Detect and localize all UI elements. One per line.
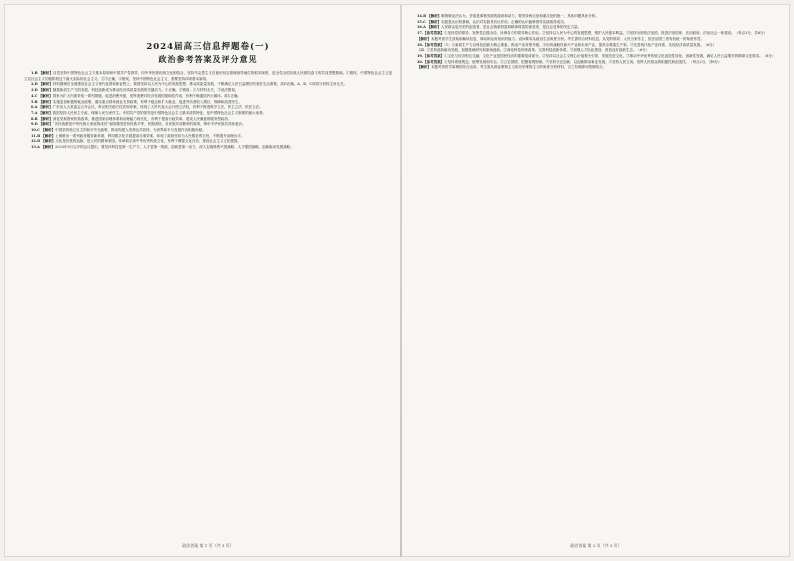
answer-number: 4.C 【解析】 (31, 93, 53, 98)
right-page-body (410, 14, 782, 71)
right-page-footer: 政治答案 第 2 页（共 3 页） (570, 543, 622, 548)
answer-number: 18.【参考答案】 (417, 42, 445, 47)
answer-text: 本题考查哲学原理的综合运用，考生需从辩证唯物主义和历史唯物主义的角度分析材料，言之有理即可酌情给分。 (431, 65, 606, 70)
answer-number: （2） (417, 48, 427, 53)
answer-number: 11.B 【解析】 (31, 133, 56, 138)
answer-text: ①文化与经济相互交融，文化产业是国民经济的重要组成部分。②坚持以社会主义核心价值观为引领，发展先进文化。③推动中华优秀传统文化创造性转化、创新性发展，满足人民日益增长的精神文化需求。（8分） (444, 53, 776, 58)
right-page (410, 14, 782, 549)
answer-number: 【解析】 (417, 36, 431, 41)
answer-paragraph (24, 71, 392, 82)
answer-text: ①坚持党的领导，发挥党总揽全局、协调各方的领导核心作用。②坚持以人民为中心的发展思想，维护人民根本利益。③坚持全面依法治国，推进法治国家、法治政府、法治社会一体建设。（每点2分，共6分） (444, 31, 768, 36)
answer-number: 14.B 【解析】 (417, 14, 442, 18)
answer-text: 人民群众是历史的创造者，是社会物质财富和精神财富的创造者，是社会变革的决定力量。 (441, 25, 582, 30)
answer-number: 2.D 【解析】 (31, 82, 53, 87)
answer-number: 15.C 【解析】 (417, 19, 442, 24)
answer-paragraph (410, 65, 782, 71)
document-subtitle: 政治参考答案及评分意见 (158, 54, 258, 64)
answer-number: 19.【参考答案】 (417, 53, 445, 58)
answer-paragraph (24, 145, 392, 151)
answer-number: 20.【参考答案】 (417, 59, 445, 64)
answer-text: 上海推出一系列政务服务新举措，利用数字化手段提高办事效率，体现了政府坚持为人民服务的宗旨，不断提升治理水平。 (55, 133, 245, 138)
answer-text: 我国坚持人民民主专政，保障人民当家作主。中国共产党的领导是中国特色社会主义最本质的特征，是中国特色社会主义制度的最大优势。 (52, 110, 267, 115)
answer-text: 文化是民族的血脉，是人民的精神家园。传承和弘扬中华优秀传统文化，有利于增强文化自信，建设社会主义文化强国。 (55, 139, 241, 144)
answer-number: 【解析】 (417, 65, 431, 70)
answer-number: 13.A 【解析】 (31, 145, 56, 150)
answer-text: 中国坚持独立自主的和平外交政策，推动构建人类命运共同体，为世界和平与发展作出积极贡献。 (55, 128, 206, 133)
answer-text: 国家为扩大内需采取一系列措施，促进消费升级，发挥消费对经济发展的基础性作用，有利于畅通国内大循环。故C正确。 (52, 93, 241, 98)
answer-number: 6.A 【解析】 (31, 105, 53, 110)
document-title: 2024届高三信息押题卷(一) (146, 42, 270, 52)
answer-number: 3.D 【解析】 (31, 88, 53, 93)
page-fold-divider (400, 4, 402, 557)
answer-text: 实践是认识的基础，认识对实践具有反作用。正确的认识能够指导实践取得成功。 (441, 19, 568, 24)
answer-text: 自觉坚持中国特色社会主义基本原则和中国共产党领导，同中华民族传统文化相结合，坚持马克思主义在意识形态领域指导地位的根本制度，是全党全国各族人民团结奋斗的共同思想基础。①错误，中国特色社会主义是立足社会主义初级阶段这个最大实际的社会主义。②③正确，④错误，坚持中国特色社会主义，需要坚持四项基本原则。 (24, 71, 392, 81)
answer-number: 9.D 【解析】 (31, 122, 53, 127)
left-page-body (24, 71, 392, 151)
answer-text: ①坚持创新驱动发展，加强基础研究和原始创新。②深化科技体制改革，完善科技创新体系。③加强人才队伍建设，营造良好创新生态。（6分） (426, 48, 650, 53)
answer-number: 10.C 【解析】 (31, 128, 56, 133)
exam-answer-sheet (4, 4, 790, 557)
answer-number: 7.A 【解析】 (31, 110, 53, 115)
answer-text: 实施更加积极的就业政策，落实重点群体就业支持政策，有利于稳定和扩大就业，促进劳动者收入增长，保障和改善民生。 (52, 99, 242, 104)
answer-text: 广东省人大常委会召开会议，审议相关地方性法规草案，体现了人民代表大会行使立法权，有利于推进科学立法、民主立法、依法立法。 (52, 105, 263, 110)
answer-text: 随着新质生产力的发展，科技创新成为推动经济高质量发展的关键动力。④正确，②错误；①与材料无关，③说法错误。 (52, 88, 239, 93)
answer-number: 1.B 【解析】 (31, 71, 53, 75)
answer-text: ①坚持系统观念，统筹发展和安全。②立足国情，把握客观规律。③坚持守正创新，以创新推动事业发展。④坚持人民立场，发挥人民群众的积极性和创造性。（每点2分，共8分） (444, 59, 722, 64)
answer-number: 16.A 【解析】 (417, 25, 442, 30)
answer-text: （1）①新质生产力以科技创新为核心要素，推动产业转型升级。②培育战略性新兴产业和未来产业，提高全要素生产率。③完善现代化产业体系，实现经济高质量发展。（6分） (444, 42, 717, 47)
answer-text: 材料强调在全面建设社会主义现代化国家新征程上，我国坚持以人民为中心的发展思想，推动高质量发展，不断满足人民日益增长的美好生活需要，故D正确。A、B、C项均与材料主旨无关。 (52, 82, 348, 87)
left-page-footer: 政治答案 第 1 页（共 3 页） (182, 543, 234, 548)
answer-text: “各民族都是中华民族大家庭的成员”表明我国坚持民族平等、民族团结、各民族共同繁荣的原则，铸牢中华民族共同体意识。 (52, 122, 246, 127)
answer-number: 12.D 【解析】 (31, 139, 56, 144)
answer-text: 2023年5月召开的会议提出，要坚持科技是第一生产力、人才是第一资源、创新是第一动力，深入实施科教兴国战略、人才强国战略、创新驱动发展战略。 (55, 145, 294, 150)
left-page (24, 14, 392, 549)
answer-text: 深化党和国家机构改革，推进国家治理体系和治理能力现代化，有利于提高行政效率，建设人民满意的服务型政府。 (52, 116, 232, 121)
answer-text: 唯物辩证法认为，矛盾是事物发展的源泉和动力，要坚持两点论和重点论的统一，具体问题具体分析。 (441, 14, 599, 18)
answer-number: 8.B 【解析】 (31, 116, 53, 121)
answer-number: 17.【参考答案】 (417, 31, 445, 36)
answer-text: 本题考查学生获取和解读信息、调动和运用知识的能力。设问要求从政治生活角度分析，考生需结合材料信息，从党的领导、人民当家作主、依法治国三者有机统一的角度作答。 (431, 36, 704, 41)
answer-number: 5.B 【解析】 (31, 99, 53, 104)
